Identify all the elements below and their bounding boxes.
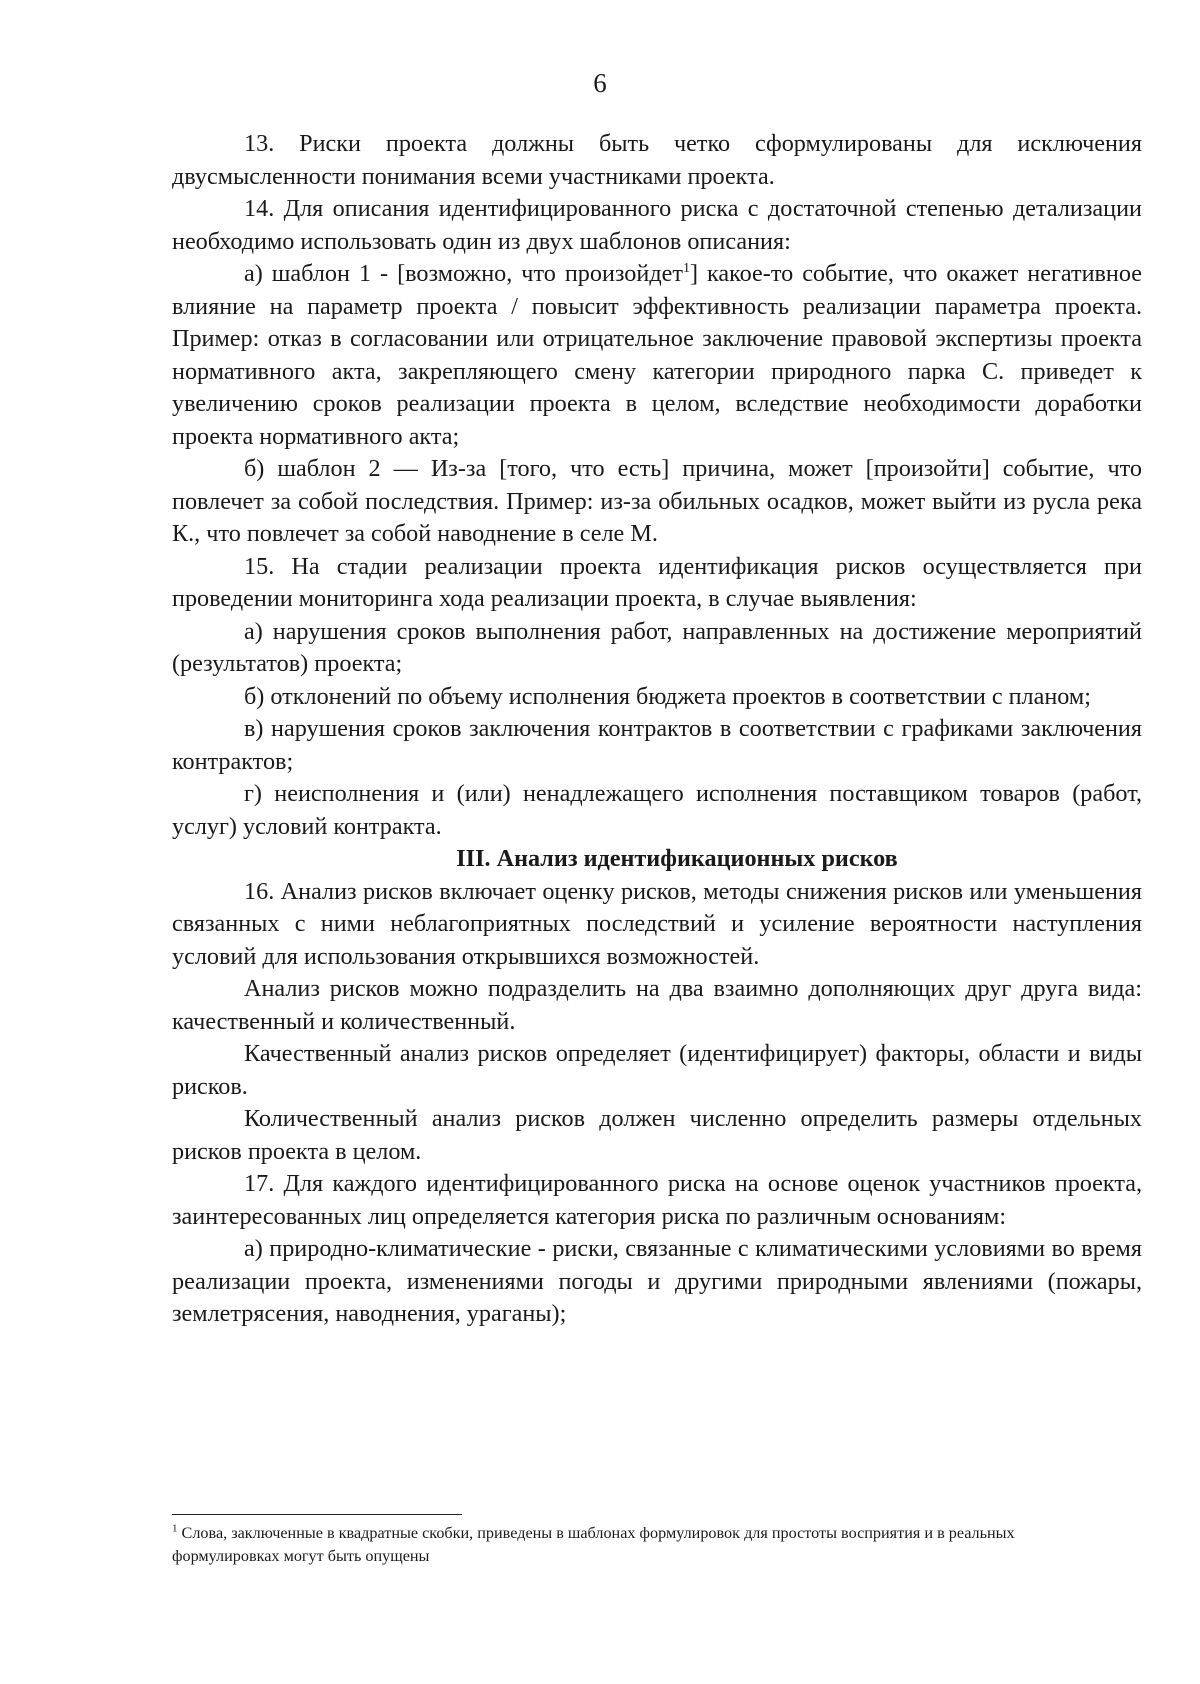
paragraph-qualitative-analysis: Качественный анализ рисков определяет (идентифицирует) факторы, области и виды рисков. xyxy=(172,1040,1142,1100)
page-number: 6 xyxy=(593,68,607,98)
paragraph-15b: б) отклонений по объему исполнения бюджета проектов в соответствии с планом; xyxy=(244,682,1091,710)
paragraph-15a: а) нарушения сроков выполнения работ, направленных на достижение мероприятий (результатов) проекта; xyxy=(172,617,1142,677)
template-1-start: а) шаблон 1 - [возможно, что произойдет xyxy=(244,260,683,287)
paragraph-analysis-types: Анализ рисков можно подразделить на два взаимно дополняющих друг друга вида: качественный и количественный. xyxy=(172,975,1142,1035)
document-body xyxy=(172,128,1142,1331)
paragraph-16: 16. Анализ рисков включает оценку рисков, методы снижения рисков или уменьшения связанных с ними неблагоприятных последствий и усиление вероятности наступления условий для использования открывшихся возможностей. xyxy=(172,877,1142,970)
paragraph-14a-template-1 xyxy=(172,258,1142,453)
footnote-text: Слова, заключенные в квадратные скобки, приведены в шаблонах формулировок для простоты восприятия и в реальных формулировках могут быть опущены xyxy=(172,1524,1015,1565)
paragraph-15: 15. На стадии реализации проекта идентификация рисков осуществляется при проведении мониторинга хода реализации проекта, в случае выявления: xyxy=(172,552,1142,612)
paragraph-15c: в) нарушения сроков заключения контрактов в соответствии с графиками заключения контрактов; xyxy=(172,715,1142,775)
paragraph-17a: а) природно-климатические - риски, связанные с климатическими условиями во время реализации проекта, изменениями погоды и другими природными явлениями (пожары, землетрясения, наводнения, ураганы); xyxy=(172,1235,1142,1327)
paragraph-14: 14. Для описания идентифицированного риска с достаточной степенью детализации необходимо использовать один из двух шаблонов описания: xyxy=(172,195,1142,255)
footnote-reference: 1 xyxy=(682,260,690,276)
section-heading: III. Анализ идентификационных рисков xyxy=(456,845,898,872)
footnote-marker: 1 xyxy=(172,1522,178,1535)
paragraph-13: 13. Риски проекта должны быть четко сформулированы для исключения двусмысленности понимания всеми участниками проекта. xyxy=(172,130,1142,190)
footnote xyxy=(172,1522,1032,1568)
template-1-end: ] какое-то событие, что окажет негативное влияние на параметр проекта / повысит эффективность реализации параметра проекта. Пример: отказ в согласовании или отрицательное заключение правовой экспертизы проекта нормативного акта, закрепляющего смену категории природного парка С. приведет к увеличению сроков реализации проекта в целом, вследствие необходимости доработки проекта нормативного акта; xyxy=(172,260,1143,450)
paragraph-quantitative-analysis: Количественный анализ рисков должен численно определить размеры отдельных рисков проекта в целом. xyxy=(172,1105,1142,1165)
footnote-divider xyxy=(172,1514,462,1515)
paragraph-14b-template-2: б) шаблон 2 — Из-за [того, что есть] причина, может [произойти] событие, что повлечет за собой последствия. Пример: из-за обильных осадков, может выйти из русла река К., что повлечет за собой наводнение в селе М. xyxy=(172,455,1142,547)
paragraph-15d: г) неисполнения и (или) ненадлежащего исполнения поставщиком товаров (работ, услуг) условий контракта. xyxy=(172,780,1142,840)
paragraph-17: 17. Для каждого идентифицированного риска на основе оценок участников проекта, заинтересованных лиц определяется категория риска по различным основаниям: xyxy=(172,1170,1142,1230)
